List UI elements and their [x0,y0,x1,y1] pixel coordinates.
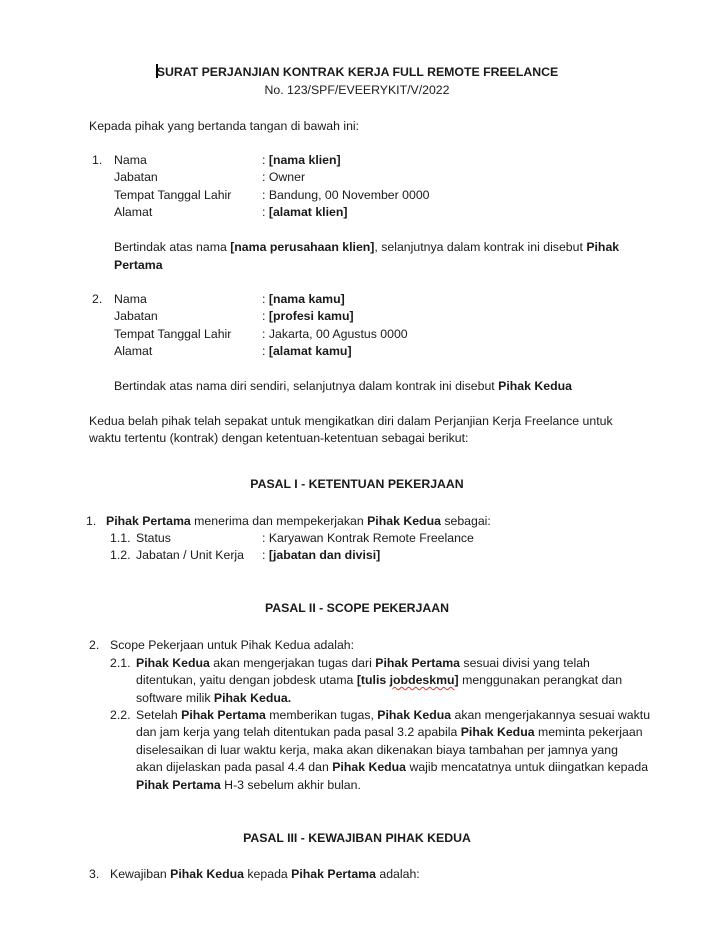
pasal2-sub2-number: 2.2. [110,708,131,722]
pasal1-text: Pihak Pertama menerima dan mempekerjakan Pihak Kedua sebagai: [106,514,491,528]
agreement-line1: Kedua belah pihak telah sepakat untuk mengikatkan diri dalam Perjanjian Kerja Freelance untuk [89,414,613,428]
agreement-line2: waktu tertentu (kontrak) dengan ketentuan-ketentuan sebagai berikut: [89,431,469,445]
party2-ttl-value: : Jakarta, 00 Agustus 0000 [262,327,408,341]
pasal2-sub1-line1: Pihak Kedua akan mengerjakan tugas dari Pihak Pertama sesuai divisi yang telah [136,656,590,670]
pasal2-sub2-line5: Pihak Pertama H-3 sebelum akhir bulan. [136,778,361,792]
pasal3-number: 3. [89,867,100,881]
document-number: No. 123/SPF/EVEERYKIT/V/2022 [264,83,450,97]
pasal1-sub1-number: 1.1. [110,531,131,545]
party1-alamat-label: Alamat [114,205,153,219]
pasal2-sub2-line2: dan jam kerja yang telah ditentukan pada pasal 3.2 apabila Pihak Kedua meminta pekerjaan [136,725,643,739]
party2-name-label: Nama [114,292,147,306]
spellcheck-word: jobdeskmu [389,673,455,687]
party2-alamat-value: : [alamat kamu] [262,344,352,358]
pasal2-sub1-number: 2.1. [110,656,131,670]
party2-act-line: Bertindak atas nama diri sendiri, selanjutnya dalam kontrak ini disebut Pihak Kedua [114,379,572,393]
party2-ttl-label: Tempat Tanggal Lahir [114,327,232,341]
pasal1-number: 1. [86,514,97,528]
pasal2-sub2-line4: akan dijelaskan pada pasal 4.4 dan Pihak Kedua wajib mencatatnya untuk diingatkan kepada [136,760,649,774]
pasal1-sub2-label: Jabatan / Unit Kerja [136,548,245,562]
party2-alamat-label: Alamat [114,344,153,358]
party1-name-label: Nama [114,153,147,167]
pasal1-heading: PASAL I - KETENTUAN PEKERJAAN [250,477,464,491]
intro-text: Kepada pihak yang bertanda tangan di bawah ini: [89,119,360,133]
party2-jabatan-label: Jabatan [114,309,158,323]
party1-ttl-value: : Bandung, 00 November 0000 [262,188,430,202]
party1-alamat-value: : [alamat klien] [262,205,348,219]
pasal3-text: Kewajiban Pihak Kedua kepada Pihak Pertama adalah: [110,867,420,881]
pasal2-sub2-line1: Setelah Pihak Pertama memberikan tugas, Pihak Kedua akan mengerjakannya sesuai waktu [136,708,651,722]
party1-ttl-label: Tempat Tanggal Lahir [114,188,232,202]
party1-jabatan-label: Jabatan [114,170,158,184]
pasal2-text: Scope Pekerjaan untuk Pihak Kedua adalah: [110,638,355,652]
party1-act-line1: Bertindak atas nama [nama perusahaan klien], selanjutnya dalam kontrak ini disebut Pihak [114,240,620,254]
pasal1-sub1-label: Status [136,531,171,545]
party2-name-value: : [nama kamu] [262,292,345,306]
pasal2-sub1-line3: software milik Pihak Kedua. [136,691,292,705]
party1-act-line2: Pertama [114,258,163,272]
pasal1-sub1-value: : Karyawan Kontrak Remote Freelance [262,531,474,545]
pasal2-sub2-line3: diselesaikan di luar waktu kerja, maka akan dikenakan biaya tambahan per jamnya yang [136,743,618,757]
party1-jabatan-value: : Owner [262,170,306,184]
pasal3-heading: PASAL III - KEWAJIBAN PIHAK KEDUA [243,831,471,845]
party1-name-value: : [nama klien] [262,153,341,167]
document-title: SURAT PERJANJIAN KONTRAK KERJA FULL REMOTE FREELANCE [156,65,559,79]
pasal2-number: 2. [89,638,100,652]
party2-jabatan-value: : [profesi kamu] [262,309,354,323]
pasal2-heading: PASAL II - SCOPE PEKERJAAN [264,601,450,615]
pasal1-sub2-number: 1.2. [110,548,131,562]
party2-number: 2. [92,292,103,306]
pasal2-sub1-line2: ditentukan, yaitu dengan jobdesk utama [tulis jobdeskmu] menggunakan perangkat dan [136,673,623,687]
pasal1-sub2-value: : [jabatan dan divisi] [262,548,381,562]
party1-number: 1. [92,153,103,167]
